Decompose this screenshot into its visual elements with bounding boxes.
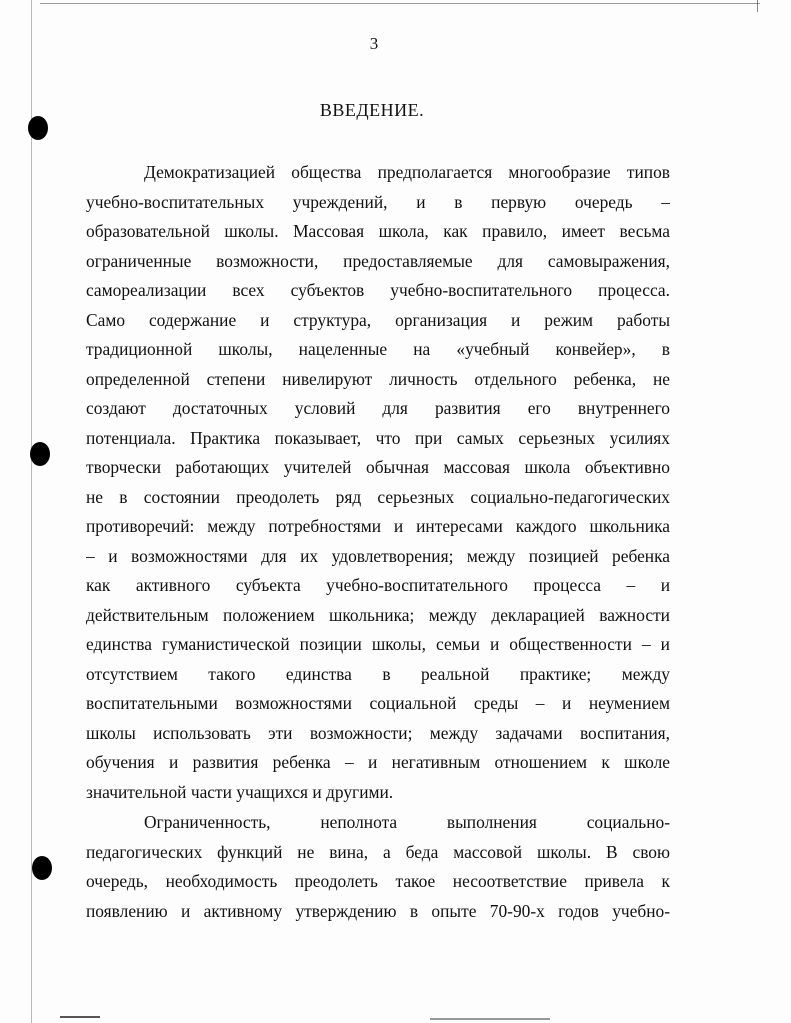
text-line: Демократизацией общества предполагается многообразие типов	[144, 162, 670, 182]
text-line: потенциала. Практика показывает, что при самых серьезных усилиях	[86, 427, 670, 448]
text-line: традиционной школы, нацеленные на «учебный конвейер», в	[86, 339, 670, 359]
page-number: 3	[369, 34, 379, 53]
text-line: Само содержание и структура, организация и режим работы	[86, 309, 670, 330]
page-title: ВВЕДЕНИЕ.	[319, 100, 425, 120]
text-line: единства гуманистической позиции школы, семьи и общественности – и	[86, 634, 670, 654]
text-line: – и возможностями для их удовлетворения; между позицией ребенка	[86, 545, 670, 566]
text-line: образовательной школы. Массовая школа, как правило, имеет весьма	[86, 221, 670, 241]
text-line: самореализации всех субъектов учебно-воспитательного процесса.	[86, 280, 670, 300]
text-line: очередь, необходимость преодолеть такое несоответствие привела к	[86, 871, 670, 891]
punch-hole-middle	[30, 442, 50, 466]
scan-top-edge	[40, 3, 760, 4]
text-line: как активного субъекта учебно-воспитательного процесса – и	[86, 575, 670, 595]
text-line: отсутствием такого единства в реальной практике; между	[86, 663, 670, 684]
text-line: появлению и активному утверждению в опыте 70-90-х годов учебно-	[86, 900, 670, 921]
text-line: противоречий: между потребностями и интересами каждого школьника	[86, 516, 670, 536]
text-line: ограниченные возможности, предоставляемые для самовыражения,	[86, 250, 670, 271]
text-line: создают достаточных условий для развития его внутреннего	[86, 398, 670, 418]
paragraph-second	[86, 808, 670, 926]
text-line: Ограниченность, неполнота выполнения социально-	[144, 812, 670, 832]
punch-hole-bottom	[32, 856, 52, 880]
scan-bottom-mark	[430, 1018, 550, 1020]
text-line: воспитательными возможностями социальной среды – и неумением	[86, 693, 670, 713]
text-line: обучения и развития ребенка – и негативным отношением к школе	[86, 752, 670, 772]
text-line: действительным положением школьника; между декларацией важности	[86, 604, 670, 625]
text-line: учебно-воспитательных учреждений, и в первую очередь –	[86, 191, 670, 212]
scan-bottom-mark	[60, 1016, 100, 1018]
paragraph-intro	[86, 158, 670, 807]
text-line: школы использовать эти возможности; между задачами воспитания,	[86, 722, 670, 743]
scan-right-edge	[757, 0, 758, 12]
text-line: педагогических функций не вина, а беда массовой школы. В свою	[86, 841, 670, 862]
text-line: не в состоянии преодолеть ряд серьезных социально-педагогических	[86, 486, 670, 507]
text-line: творчески работающих учителей обычная массовая школа объективно	[86, 457, 670, 477]
text-line: определенной степени нивелируют личность отдельного ребенка, не	[86, 368, 670, 389]
text-line: значительной части учащихся и другими.	[86, 781, 394, 802]
